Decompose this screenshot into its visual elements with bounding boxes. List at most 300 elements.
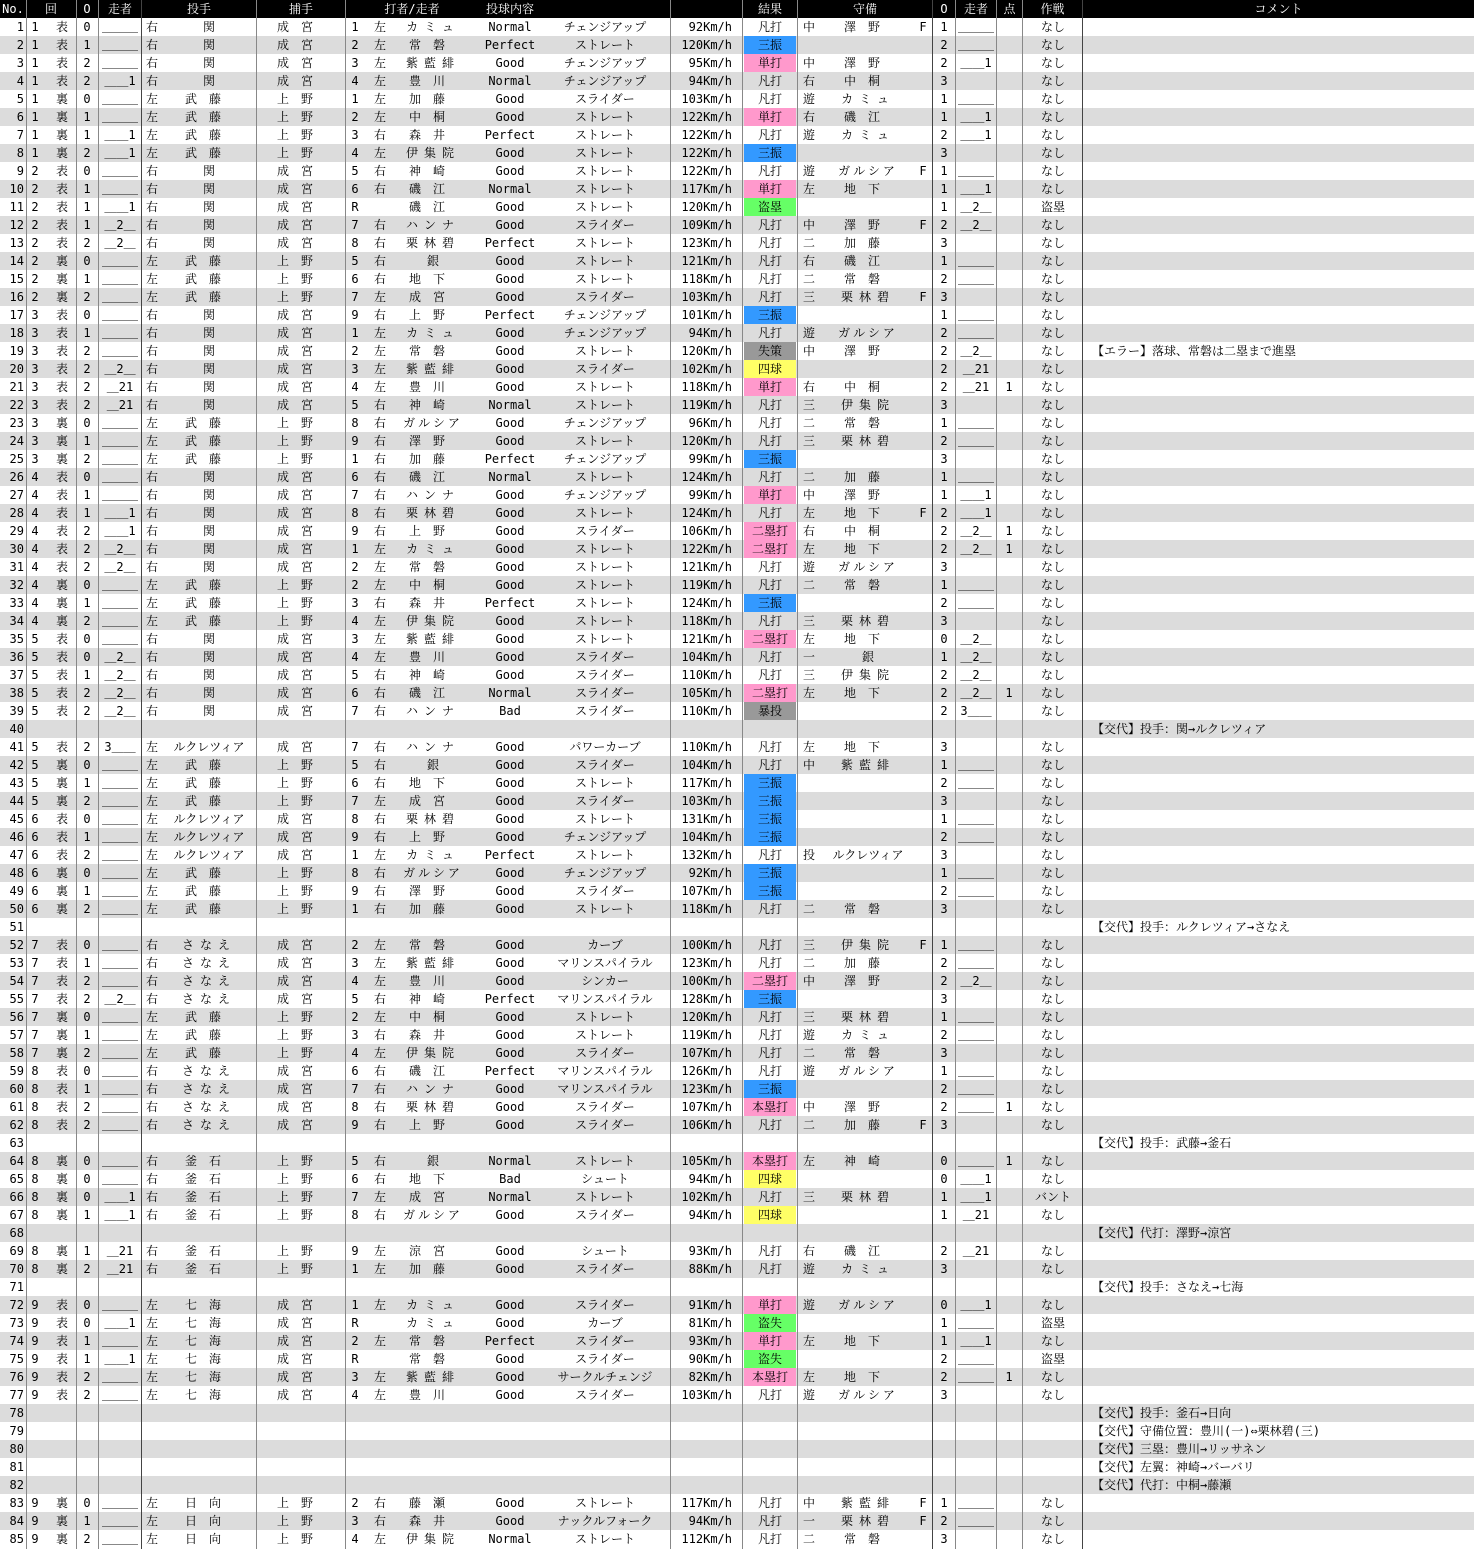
- cell-half: 裏: [55, 1262, 68, 1276]
- cell-batter: 加藤: [408, 452, 457, 466]
- cell-no: 84: [9, 1514, 24, 1528]
- cell-tactic: なし: [1040, 542, 1065, 556]
- cell-batter: 常磐: [408, 1334, 457, 1348]
- cell-quality: Good: [495, 344, 525, 358]
- cell-no: 21: [9, 380, 24, 394]
- cell-no: 42: [9, 758, 24, 772]
- cell-fly: [916, 396, 930, 414]
- cell-tactic: バント: [1034, 1190, 1071, 1204]
- cell-pitcher: 七海: [184, 1388, 233, 1402]
- cell-out: 2: [83, 686, 91, 700]
- cell-order: 1: [351, 1298, 359, 1312]
- cell-batter: 常磐: [408, 560, 457, 574]
- cell-runner: ＿＿＿: [101, 866, 138, 880]
- cell-tactic: 盗塁: [1040, 1352, 1065, 1366]
- cell-batter-hand: [372, 1458, 388, 1476]
- cell-tactic: なし: [1040, 938, 1065, 952]
- cell-points: 1: [1005, 686, 1013, 700]
- cell-result: 凡打: [757, 506, 782, 520]
- cell-pitcher-hand: 右: [146, 20, 159, 34]
- cell-pitch-type: [540, 1476, 670, 1494]
- cell-fielder: 地下: [843, 632, 892, 646]
- cell-pitcher: さなえ: [181, 1100, 236, 1114]
- cell-batter-hand: 右: [373, 1118, 386, 1132]
- cell-out: 1: [83, 218, 91, 232]
- cell-catcher: 成宮: [276, 1118, 325, 1132]
- cell-fielder: 栗林碧: [840, 1514, 895, 1528]
- cell-pitch-type: [540, 720, 670, 738]
- cell-fielder: 神崎: [843, 1154, 892, 1168]
- table-row: [0, 90, 1474, 108]
- cell-order: 5: [351, 758, 359, 772]
- cell-points: [998, 1476, 1020, 1494]
- cell-inning: 3: [31, 308, 39, 322]
- cell-catcher: 成宮: [276, 938, 325, 952]
- cell-result: [744, 1422, 796, 1440]
- cell-result: 三振: [744, 882, 796, 900]
- cell-tactic: なし: [1040, 614, 1065, 628]
- cell-runner-after: ＿＿＿: [958, 1370, 994, 1384]
- table-row: [0, 648, 1474, 666]
- cell-pitcher: 武藤: [184, 596, 233, 610]
- cell-batter: [388, 918, 478, 936]
- cell-out: 0: [83, 1496, 91, 1510]
- cell-quality: [480, 1476, 540, 1494]
- cell-batter-hand: 右: [373, 866, 386, 880]
- cell-half: 表: [55, 308, 68, 322]
- cell-half: 表: [55, 488, 68, 502]
- cell-fielder-pos: 中: [802, 1496, 815, 1510]
- table-row: [0, 972, 1474, 990]
- cell-inning: 4: [31, 506, 39, 520]
- cell-out: 0: [83, 1064, 91, 1078]
- cell-runner-after: [958, 900, 994, 918]
- cell-fielder-pos: 遊: [802, 128, 815, 142]
- cell-result: 凡打: [757, 1514, 782, 1528]
- cell-fly: [916, 1026, 930, 1044]
- cell-quality: Good: [495, 110, 525, 124]
- cell-fly: [916, 1458, 930, 1476]
- cell-speed: 117Km/h: [681, 182, 732, 196]
- cell-points: [998, 234, 1020, 252]
- cell-comment: [1092, 126, 1472, 144]
- cell-catcher: 成宮: [276, 200, 325, 214]
- cell-half: 裏: [55, 110, 68, 124]
- cell-fly: [916, 1422, 930, 1440]
- cell-pitch-type: ストレート: [574, 38, 635, 52]
- cell-fly: [916, 180, 930, 198]
- cell-runner: ＿＿＿: [101, 182, 138, 196]
- cell-speed: [672, 1476, 732, 1494]
- table-row: [0, 324, 1474, 342]
- cell-out-after: 3: [940, 398, 948, 412]
- cell-order: 7: [351, 1190, 359, 1204]
- cell-half: 表: [55, 1334, 68, 1348]
- cell-comment: [1092, 882, 1472, 900]
- cell-comment: 【交代】守備位置：豊川(一)⇔栗林碧(三): [1092, 1424, 1321, 1438]
- cell-points: [998, 36, 1020, 54]
- cell-inning: 9: [31, 1370, 39, 1384]
- cell-inning: [28, 1224, 42, 1242]
- cell-inning: 2: [31, 182, 39, 196]
- cell-no: 80: [9, 1442, 24, 1456]
- cell-tactic: なし: [1040, 290, 1065, 304]
- cell-runner: ＿＿＿: [101, 956, 138, 970]
- cell-catcher: 成宮: [276, 1334, 325, 1348]
- cell-catcher: 上野: [276, 290, 325, 304]
- cell-pitcher: 武藤: [184, 1010, 233, 1024]
- cell-pitcher-hand: 右: [146, 470, 159, 484]
- col-points-header: 点: [1003, 2, 1016, 16]
- cell-fielder: 澤野: [843, 56, 892, 70]
- column-divider: [996, 0, 997, 1549]
- cell-inning: [28, 1404, 42, 1422]
- cell-fielder: カミュ: [841, 1028, 895, 1042]
- cell-quality: Good: [495, 830, 525, 844]
- cell-speed: 123Km/h: [681, 236, 732, 250]
- table-row: [0, 342, 1474, 360]
- cell-tactic: なし: [1040, 632, 1065, 646]
- cell-batter: 成宮: [408, 794, 457, 808]
- cell-out: 1: [83, 1082, 91, 1096]
- cell-speed: 131Km/h: [681, 812, 732, 826]
- cell-quality: [480, 1458, 540, 1476]
- cell-fielder: [820, 1422, 916, 1440]
- cell-inning: [28, 720, 42, 738]
- cell-out-after: 3: [940, 848, 948, 862]
- cell-pitcher: 武藤: [184, 578, 233, 592]
- header-row: [0, 0, 1474, 18]
- cell-no: 76: [9, 1370, 24, 1384]
- cell-comment: 【交代】投手：関→ルクレツィア: [1092, 722, 1267, 736]
- cell-out-after: 2: [940, 1514, 948, 1528]
- cell-runner: ＿＿＿: [101, 1118, 138, 1132]
- cell-comment: [1092, 360, 1472, 378]
- cell-batter-hand: 右: [373, 884, 386, 898]
- cell-speed: 88Km/h: [688, 1262, 732, 1276]
- cell-half: 表: [55, 164, 68, 178]
- cell-fly: [916, 1080, 930, 1098]
- cell-order: 6: [351, 182, 359, 196]
- cell-speed: 118Km/h: [681, 614, 732, 628]
- cell-fly: [916, 1386, 930, 1404]
- cell-points: [998, 144, 1020, 162]
- cell-catcher: 上野: [276, 1154, 325, 1168]
- cell-fly: [916, 306, 930, 324]
- cell-out: 0: [83, 92, 91, 106]
- cell-out-after: 1: [940, 578, 948, 592]
- cell-comment: [1092, 288, 1472, 306]
- cell-runner-after: ＿＿1: [960, 56, 992, 70]
- cell-batter-hand: 左: [373, 542, 386, 556]
- cell-points: 1: [1005, 380, 1013, 394]
- cell-runner-after: ＿2＿: [960, 668, 992, 682]
- cell-runner-after: ＿＿＿: [958, 470, 994, 484]
- table-row: [0, 1098, 1474, 1116]
- cell-out: 0: [83, 308, 91, 322]
- cell-inning: 5: [31, 632, 39, 646]
- cell-tactic: なし: [1040, 1028, 1065, 1042]
- cell-pitcher: 関: [202, 524, 215, 538]
- cell-quality: Good: [495, 1352, 525, 1366]
- cell-out-after: 2: [940, 956, 948, 970]
- cell-batter-hand: 左: [373, 938, 386, 952]
- cell-fielder: ガルシア: [838, 326, 898, 340]
- cell-batter: [388, 1224, 478, 1242]
- cell-fielder-pos: 三: [802, 398, 815, 412]
- cell-speed: 101Km/h: [681, 308, 732, 322]
- cell-batter: 成宮: [408, 1190, 457, 1204]
- cell-pitch-type: ストレート: [574, 1190, 635, 1204]
- cell-runner: ＿＿＿: [101, 578, 138, 592]
- cell-catcher: 成宮: [276, 20, 325, 34]
- cell-speed: 102Km/h: [681, 1190, 732, 1204]
- cell-no: 9: [16, 164, 24, 178]
- cell-out-after: 1: [940, 812, 948, 826]
- cell-no: 26: [9, 470, 24, 484]
- cell-batter: 栗林碧: [405, 812, 460, 826]
- cell-out-after: 2: [940, 272, 948, 286]
- cell-batter: 上野: [408, 308, 457, 322]
- cell-quality: Normal: [488, 1190, 532, 1204]
- cell-order: [348, 1404, 362, 1422]
- cell-fly: [916, 252, 930, 270]
- column-divider: [26, 0, 27, 1549]
- cell-out: 2: [83, 1262, 91, 1276]
- cell-out-after: 1: [940, 938, 948, 952]
- cell-out-after: 2: [940, 362, 948, 376]
- cell-pitcher-hand: 右: [146, 1190, 159, 1204]
- cell-speed: 99Km/h: [688, 452, 732, 466]
- cell-out: 0: [83, 812, 91, 826]
- table-row: [0, 540, 1474, 558]
- cell-catcher: 成宮: [276, 830, 325, 844]
- cell-pitcher-hand: [146, 1458, 160, 1476]
- cell-runner: ＿＿1: [104, 524, 136, 538]
- cell-no: 64: [9, 1154, 24, 1168]
- cell-pitcher-hand: 右: [146, 1082, 159, 1096]
- cell-pitch-type: スライダー: [575, 1334, 635, 1348]
- cell-out-after: 2: [940, 884, 948, 898]
- cell-out-after: 2: [940, 1082, 948, 1096]
- cell-points: [998, 972, 1020, 990]
- cell-out: 1: [83, 1208, 91, 1222]
- cell-half: 表: [55, 326, 68, 340]
- cell-out-after: 2: [940, 686, 948, 700]
- cell-fielder-pos: [800, 1476, 818, 1494]
- cell-order: 6: [351, 776, 359, 790]
- cell-order: 8: [351, 416, 359, 430]
- cell-order: 2: [351, 38, 359, 52]
- cell-pitcher: 釜石: [184, 1154, 233, 1168]
- cell-fly: F: [919, 506, 927, 520]
- cell-tactic: なし: [1040, 344, 1065, 358]
- cell-half: 表: [55, 704, 68, 718]
- cell-order: 6: [351, 470, 359, 484]
- cell-out: 0: [83, 1316, 91, 1330]
- table-row: [0, 1170, 1474, 1188]
- cell-fly: [916, 702, 930, 720]
- cell-pitch-type: スライダー: [575, 1388, 635, 1402]
- cell-result: 凡打: [757, 164, 782, 178]
- cell-tactic: なし: [1040, 794, 1065, 808]
- cell-pitch-type: スライダー: [575, 92, 635, 106]
- cell-comment: [1092, 972, 1472, 990]
- cell-out-after: 2: [940, 668, 948, 682]
- cell-points: [998, 576, 1020, 594]
- cell-no: 29: [9, 524, 24, 538]
- cell-batter-hand: 右: [373, 236, 386, 250]
- cell-points: [998, 630, 1020, 648]
- cell-no: 16: [9, 290, 24, 304]
- cell-tactic: [1024, 1422, 1082, 1440]
- cell-pitch-type: チェンジアップ: [563, 830, 647, 844]
- cell-out: 1: [83, 38, 91, 52]
- cell-fielder-pos: [800, 792, 818, 810]
- cell-pitch-type: パワーカーブ: [569, 740, 641, 754]
- cell-pitcher: さなえ: [181, 974, 236, 988]
- cell-points: [998, 1062, 1020, 1080]
- cell-order: R: [351, 200, 359, 214]
- cell-runner-after: ＿＿1: [960, 1190, 992, 1204]
- cell-fly: [916, 918, 930, 936]
- cell-fielder-pos: 二: [802, 236, 815, 250]
- cell-fly: F: [919, 20, 927, 34]
- cell-pitcher: 武藤: [184, 128, 233, 142]
- cell-catcher: 成宮: [276, 362, 325, 376]
- cell-tactic: なし: [1040, 1334, 1065, 1348]
- cell-fielder: ガルシア: [838, 164, 898, 178]
- cell-pitch-type: チェンジアップ: [563, 416, 647, 430]
- cell-out: 2: [83, 452, 91, 466]
- cell-runner: ＿＿＿: [101, 92, 138, 106]
- cell-tactic: なし: [1040, 1370, 1065, 1384]
- cell-tactic: 盗塁: [1040, 200, 1065, 214]
- cell-no: 62: [9, 1118, 24, 1132]
- cell-order: 1: [351, 20, 359, 34]
- cell-out-after: [935, 1404, 953, 1422]
- table-row: [0, 990, 1474, 1008]
- cell-fielder-pos: 三: [802, 1190, 815, 1204]
- cell-order: 1: [351, 848, 359, 862]
- cell-pitcher-hand: 左: [146, 272, 159, 286]
- cell-fielder: 澤野: [843, 20, 892, 34]
- cell-batter-hand: [372, 720, 388, 738]
- cell-catcher: 上野: [276, 1172, 325, 1186]
- cell-speed: 103Km/h: [681, 1388, 732, 1402]
- cell-fielder-pos: 遊: [802, 1298, 815, 1312]
- cell-result: 三振: [744, 1080, 796, 1098]
- cell-points: [998, 1386, 1020, 1404]
- cell-quality: [480, 918, 540, 936]
- cell-comment: [1092, 1296, 1472, 1314]
- cell-points: [998, 360, 1020, 378]
- cell-tactic: なし: [1040, 416, 1065, 430]
- cell-runner-after: ＿＿＿: [958, 1154, 994, 1168]
- cell-quality: Perfect: [484, 236, 536, 250]
- cell-quality: Good: [495, 1244, 525, 1258]
- cell-fly: [916, 1314, 930, 1332]
- cell-fly: [916, 846, 930, 864]
- cell-fielder-pos: [800, 1278, 818, 1296]
- cell-quality: Perfect: [484, 1334, 536, 1348]
- cell-comment: [1092, 414, 1472, 432]
- cell-pitcher: 武藤: [184, 272, 233, 286]
- cell-comment: [1092, 630, 1472, 648]
- cell-inning: 7: [31, 1010, 39, 1024]
- cell-batter-hand: 右: [373, 434, 386, 448]
- cell-result: 三振: [744, 144, 796, 162]
- cell-out: 0: [83, 758, 91, 772]
- cell-fielder-pos: 遊: [802, 1028, 815, 1042]
- cell-fly: [916, 144, 930, 162]
- cell-tactic: なし: [1040, 1532, 1065, 1546]
- cell-fielder: 澤野: [843, 488, 892, 502]
- cell-out-after: [935, 1476, 953, 1494]
- cell-out-after: 2: [940, 524, 948, 538]
- cell-pitcher: 関: [202, 362, 215, 376]
- cell-inning: 8: [31, 1100, 39, 1114]
- table-row: [0, 162, 1474, 180]
- cell-out: 0: [83, 20, 91, 34]
- cell-fly: [916, 234, 930, 252]
- cell-speed: 132Km/h: [681, 848, 732, 862]
- cell-comment: 【交代】左翼：神崎→バーバリ: [1092, 1460, 1255, 1474]
- cell-comment: 【交代】投手：さなえ→七海: [1092, 1280, 1244, 1294]
- cell-out-after: 2: [940, 1028, 948, 1042]
- cell-batter: 紫藍緋: [405, 362, 460, 376]
- cell-runner-after: ＿＿＿: [958, 866, 994, 880]
- cell-pitcher: 武藤: [184, 794, 233, 808]
- cell-runner: ＿＿1: [104, 146, 136, 160]
- cell-catcher: 上野: [276, 452, 325, 466]
- cell-runner-after: [958, 1134, 994, 1152]
- cell-catcher: 成宮: [276, 956, 325, 970]
- cell-half: 表: [55, 1082, 68, 1096]
- cell-runner: [101, 1404, 139, 1422]
- table-row: [0, 252, 1474, 270]
- cell-fielder-pos: [800, 864, 818, 882]
- cell-out: 0: [83, 1172, 91, 1186]
- cell-out-after: 3: [940, 452, 948, 466]
- cell-out-after: 0: [940, 1172, 948, 1186]
- cell-batter-hand: 右: [373, 164, 386, 178]
- cell-batter: ハンナ: [405, 704, 460, 718]
- cell-speed: 96Km/h: [688, 416, 732, 430]
- cell-half: 表: [55, 650, 68, 664]
- cell-speed: 128Km/h: [681, 992, 732, 1006]
- cell-result: 凡打: [757, 1118, 782, 1132]
- cell-runner: ＿＿＿: [101, 110, 138, 124]
- cell-fielder-pos: [800, 702, 818, 720]
- cell-runner: [101, 1476, 139, 1494]
- cell-tactic: なし: [1040, 776, 1065, 790]
- cell-inning: 9: [31, 1496, 39, 1510]
- cell-fielder: [820, 360, 916, 378]
- cell-quality: Good: [495, 740, 525, 754]
- cell-pitcher: [164, 1476, 254, 1494]
- cell-inning: 6: [31, 848, 39, 862]
- cell-pitcher-hand: 左: [146, 812, 159, 826]
- cell-tactic: なし: [1040, 1298, 1065, 1312]
- cell-fielder: 常磐: [843, 272, 892, 286]
- cell-catcher: 成宮: [276, 1388, 325, 1402]
- cell-pitch-type: スライダー: [575, 1352, 635, 1366]
- cell-catcher: 上野: [276, 146, 325, 160]
- cell-half: 裏: [55, 128, 68, 142]
- cell-catcher: 成宮: [276, 344, 325, 358]
- cell-tactic: なし: [1040, 92, 1065, 106]
